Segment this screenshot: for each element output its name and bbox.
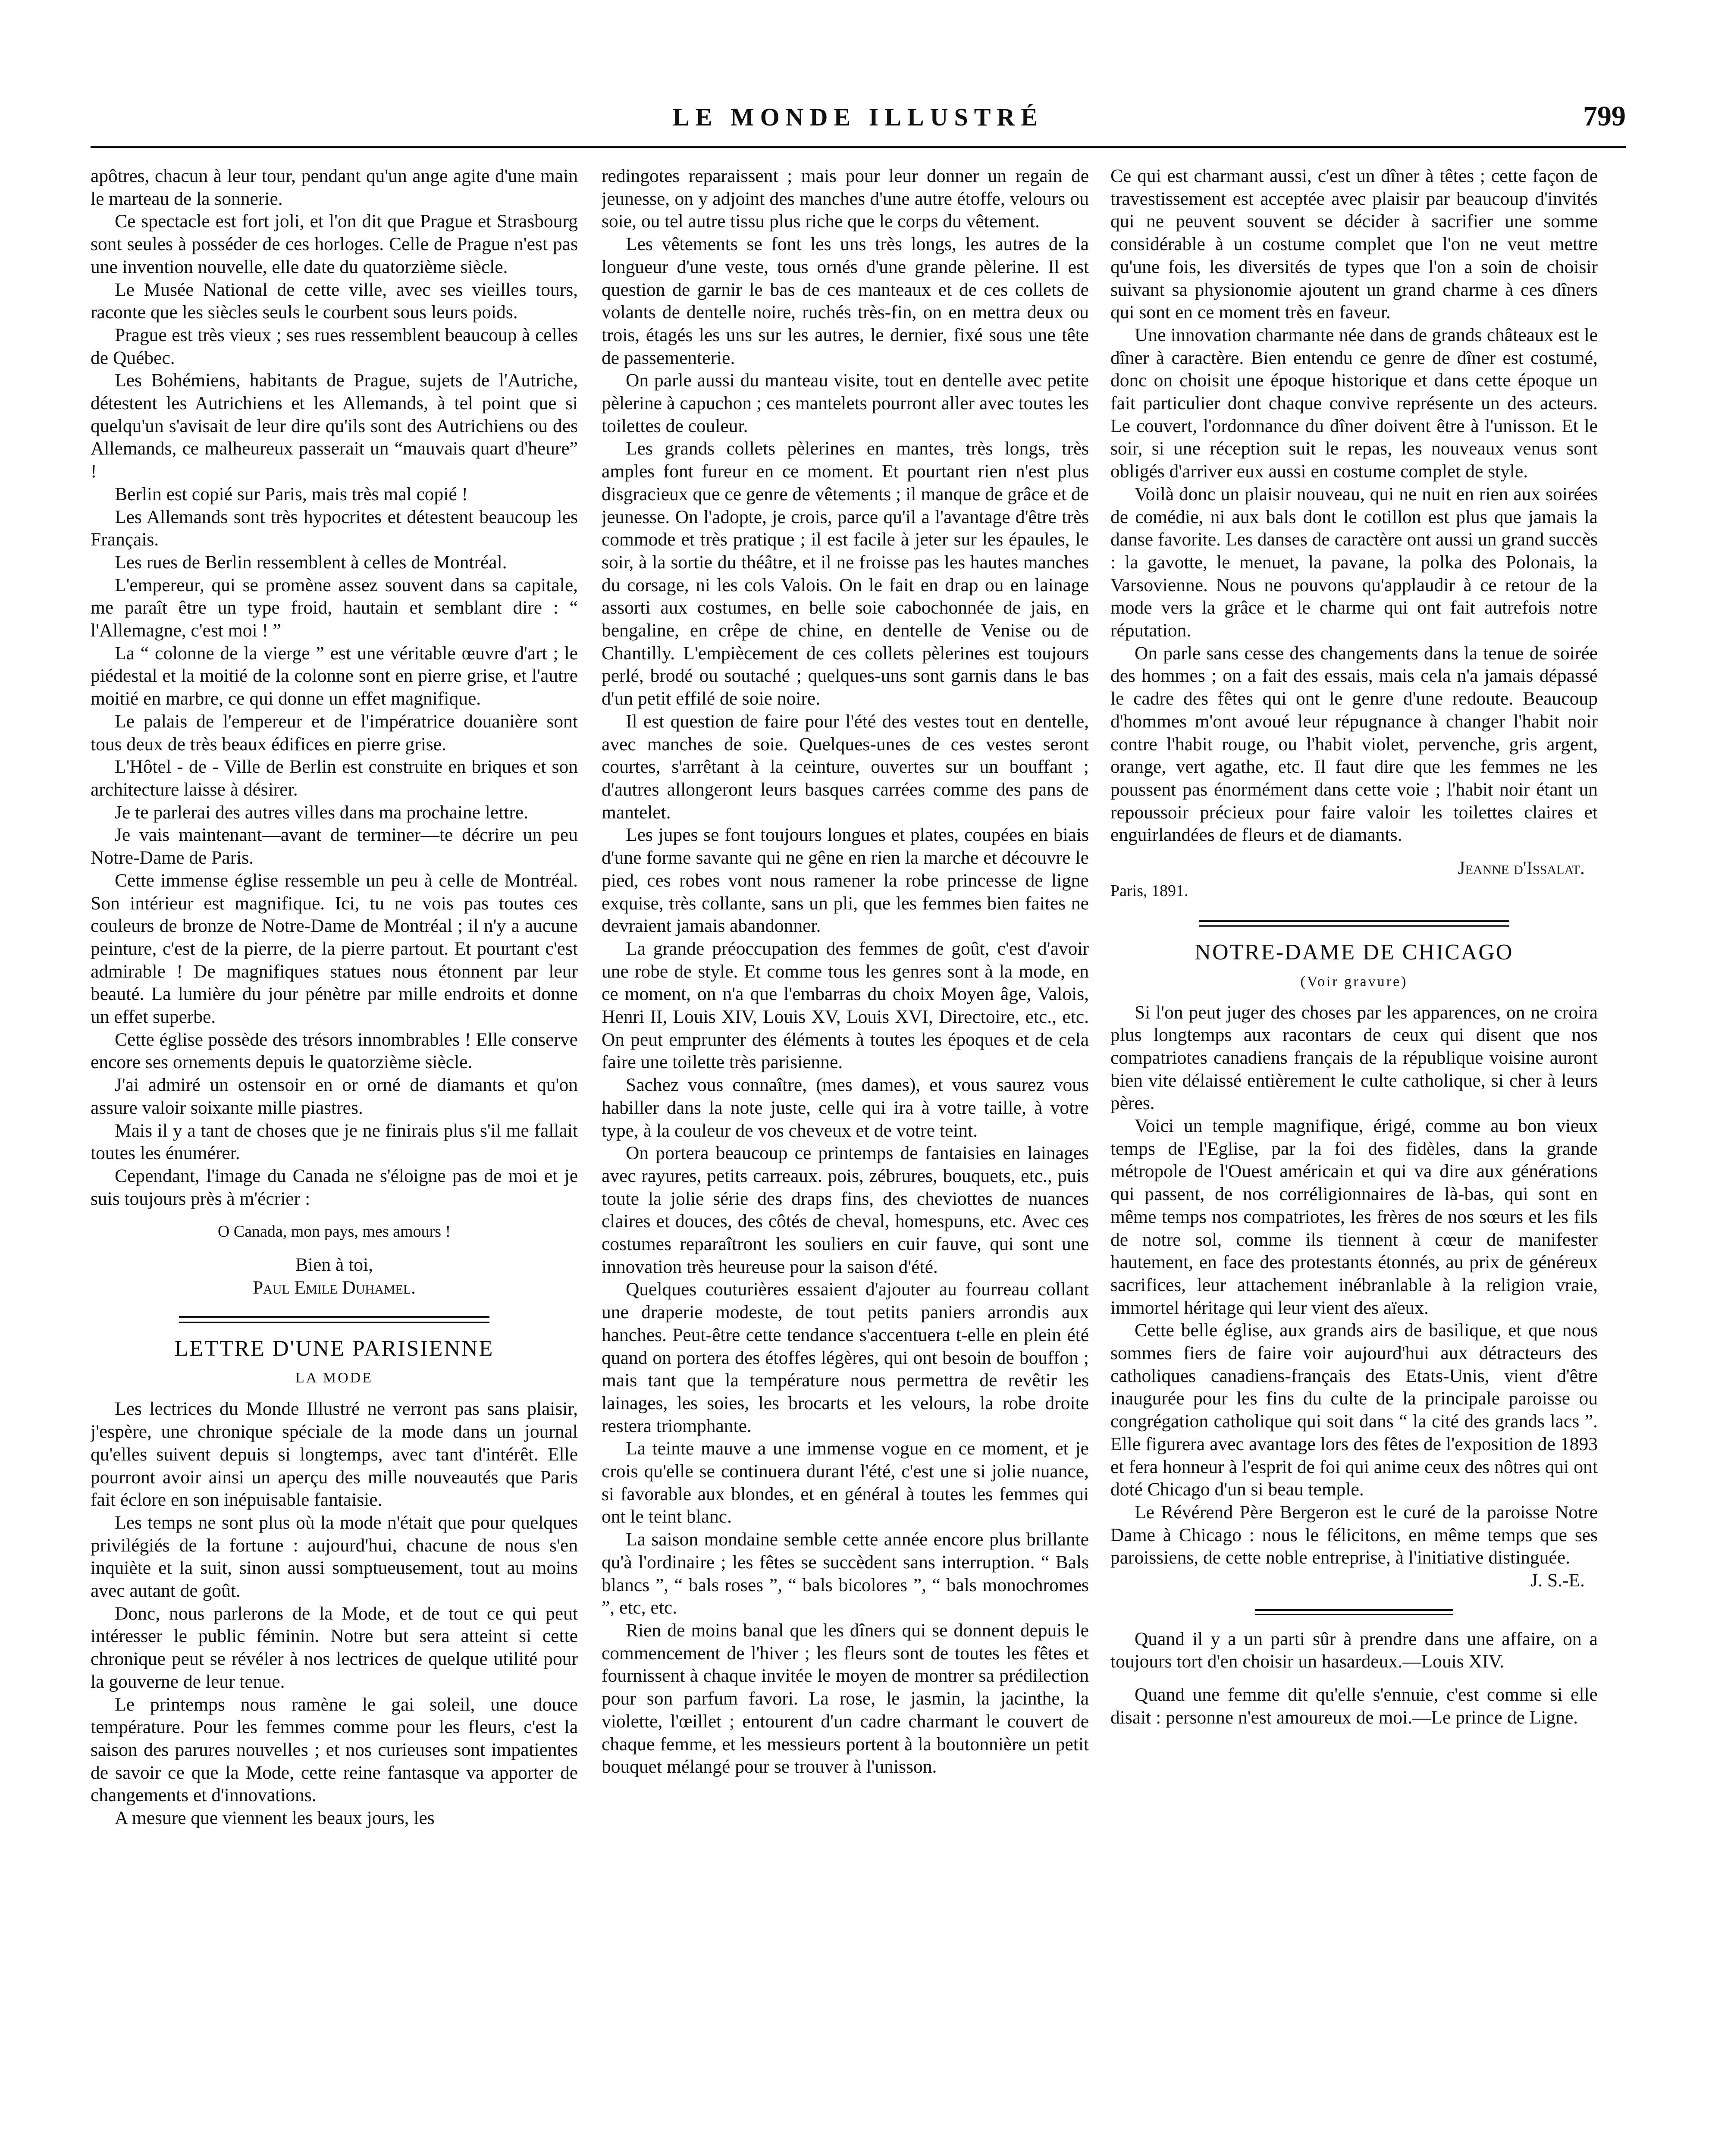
article-subtitle: (Voir gravure) bbox=[1300, 973, 1408, 990]
paragraph: Je te parlerai des autres villes dans ma prochaine lettre. bbox=[115, 802, 529, 823]
paragraph: Les grands collets pèlerines en mantes, très longs, très amples font fureur en ce moment. Et pourtant rien n'est plus disgracieux que ce genre de vêtements ; il manque de grâce et de jeunesse. On l'adopte, je crois, parce qu'il a l'avantage d'être très commode et très pratique ; il est facile à jeter sur les épaules, le soir, à la sortie du théâtre, et il ne froisse pas les hautes manches du corsage, ni les cols Valois. On le fait en drap ou en lainage assorti aux costumes, en belle soie cabochonnée de jais, en bengaline, en crêpe de chine, en dentelle de Venise ou de Chantilly. L'empiècement de ces collets pèlerines est toujours perlé, brodé ou soutaché ; quelques-uns sont garnis dans le bas d'un petit effilé de soie noire. bbox=[602, 438, 1089, 709]
paragraph: Les jupes se font toujours longues et plates, coupées en biais d'une forme savante qui ne gêne en rien la marche et découvre le pied, ces robes vont nous ramener la robe princesse de ligne exquise, très collante, sans un pli, que les femmes bien faites ne devraient jamais abandonner. bbox=[602, 824, 1089, 937]
article-title: LETTRE D'UNE PARISIENNE bbox=[174, 1336, 494, 1361]
paragraph: apôtres, chacun à leur tour, pendant qu'un ange agite d'une main le marteau de la sonnerie. bbox=[91, 166, 578, 209]
dateline: Paris, 1891. bbox=[1110, 881, 1188, 900]
paragraph: Cette belle église, aux grands airs de basilique, et que nous sommes fiers de faire voir aujourd'hui aux détracteurs des catholiques canadiens-français des Etats-Unis, vient d'être inaugurée pour les fins du culte de la principale paroisse ou congrégation catholique qui soit dans “ la cité des grands lacs ”. Elle figurera avec avantage lors des fêtes de l'exposition de 1893 et fera honneur à l'esprit de foi qui anime ceux des nôtres qui ont doté Chicago d'un si beau temple. bbox=[1110, 1320, 1598, 1500]
paragraph: Ce qui est charmant aussi, c'est un dîner à têtes ; cette façon de travestissement est acceptée avec plaisir par beaucoup d'invités qui ne peuvent souvent se décider à sacrifier une somme considérable à un costume complet que l'on ne veut mettre qu'une fois, les diversités de types que l'on a soin de choisir suivant sa physionomie ajoutent un grand charme à ces dîners qui sont en ce moment très en faveur. bbox=[1110, 166, 1598, 323]
paragraph: Il est question de faire pour l'été des vestes tout en dentelle, avec manches de soie. Quelques-unes de ces vestes seront courtes, s'arrêtant à la ceinture, ouvertes sur un bouffant ; d'autres allongeront leurs basques carrées comme des pans de mantelet. bbox=[602, 711, 1089, 823]
quotation: Quand une femme dit qu'elle s'ennuie, c'est comme si elle disait : personne n'est amoureux de moi.—Le prince de Ligne. bbox=[1110, 1684, 1598, 1728]
column-2 bbox=[602, 165, 1089, 2156]
column-3 bbox=[1110, 165, 1598, 2156]
paragraph: Les vêtements se font les uns très longs, les autres de la longueur d'une veste, tous ornés d'une grande pèlerine. Il est question de garnir le bas de ces manteaux et de ces collets de volants de dentelle noire, ruchés très-fin, on en mettra deux ou trois, étagés les uns sur les autres, le dernier, fixé sous une tête de passementerie. bbox=[602, 234, 1089, 368]
paragraph: On parle aussi du manteau visite, tout en dentelle avec petite pèlerine à capuchon ; ces mantelets pourront aller avec toutes les toilettes de couleur. bbox=[602, 370, 1089, 436]
section-divider bbox=[1199, 920, 1509, 927]
section-divider bbox=[1255, 1609, 1453, 1615]
column-1 bbox=[91, 165, 578, 2156]
paragraph: Quelques couturières essaient d'ajouter au fourreau collant une draperie modeste, de tout petits paniers arrondis aux hanches. Peut-être cette tendance s'accentuera t-elle en plein été quand on portera des étoffes légères, qui ont besoin de bouffon ; mais tant que la température nous permettra de revêtir les lainages, les soies, les brocarts et les velours, la robe droite restera triomphante. bbox=[602, 1279, 1089, 1436]
paragraph: Le printemps nous ramène le gai soleil, une douce température. Pour les femmes comme pour les fleurs, c'est la saison des parures nouvelles ; et nos curieuses sont impatientes de savoir ce que la Mode, cette reine fantasque va apporter de changements et d'innovations. bbox=[91, 1694, 578, 1806]
paragraph: Je vais maintenant—avant de terminer—te décrire un peu Notre-Dame de Paris. bbox=[91, 824, 578, 868]
paragraph: Les temps ne sont plus où la mode n'était que pour quelques privilégiés de la fortune : aujourd'hui, chacune de nous s'en inquiète et la suit, sinon aussi somptueusement, tout au moins avec autant de goût. bbox=[91, 1512, 578, 1601]
paragraph: On portera beaucoup ce printemps de fantaisies en lainages avec rayures, petits carreaux. pois, zébrures, bouquets, etc., puis toute la jolie série des draps fins, des cheviottes de nuances claires et douces, des côtés de cheval, homespuns, etc. Avec ces costumes reparaîtront les souliers en cuir fauve, qui sont une innovation très heureuse pour la saison d'été. bbox=[602, 1143, 1089, 1277]
paragraph: La grande préoccupation des femmes de goût, c'est d'avoir une robe de style. Et comme tous les genres sont à la mode, en ce moment, on n'a que l'embarras du choix Moyen âge, Valois, Henri II, Louis XIV, Louis XV, Louis XVI, Directoire, etc., etc. On peut emprunter des éléments à toutes les époques et de cela faire une toilette très parisienne. bbox=[602, 938, 1089, 1073]
paragraph: Cependant, l'image du Canada ne s'éloigne pas de moi et je suis toujours près à m'écrier : bbox=[91, 1165, 578, 1209]
paragraph: Le Révérend Père Bergeron est le curé de la paroisse Notre Dame à Chicago : nous le félicitons, en même temps que ses paroissiens, de cette noble entreprise, à l'initiative distinguée. bbox=[1110, 1501, 1598, 1568]
verse-line: O Canada, mon pays, mes amours ! bbox=[217, 1222, 451, 1241]
paragraph: Donc, nous parlerons de la Mode, et de tout ce qui peut intéresser le public féminin. Notre but sera atteint si cette chronique peut se révéler à nos lectrices de quelque utilité pour la gouverne de leur tenue. bbox=[91, 1603, 578, 1692]
paragraph: L'empereur, qui se promène assez souvent dans sa capitale, me paraît être un type froid, hautain et semblant dire : “ l'Allemagne, c'est moi ! ” bbox=[91, 574, 578, 641]
paragraph: Rien de moins banal que les dîners qui se donnent depuis le commencement de l'hiver ; les fleurs sont de toutes les fêtes et fournissent à chaque invitée le moyen de montrer sa prédilection pour son parfum favori. La rose, le jasmin, la jacinthe, la violette, l'œillet ; entourent d'un cadre charmant le couvert de chaque femme, et les messieurs portent à la boutonnière un petit bouquet mélangé pour se trouver à l'unisson. bbox=[602, 1620, 1089, 1777]
article-title: NOTRE-DAME DE CHICAGO bbox=[1195, 940, 1514, 965]
paragraph: La teinte mauve a une immense vogue en ce moment, et je crois qu'elle se continuera durant l'été, c'est une si jolie nuance, si favorable aux blondes, et en général à toutes les femmes qui ont le teint blanc. bbox=[602, 1438, 1089, 1527]
quotation: Quand il y a un parti sûr à prendre dans une affaire, on a toujours tort d'en choisir un hasardeux.—Louis XIV. bbox=[1110, 1628, 1598, 1672]
paragraph: A mesure que viennent les beaux jours, les bbox=[115, 1808, 435, 1829]
paragraph: Voilà donc un plaisir nouveau, qui ne nuit en rien aux soirées de comédie, ni aux bals dont le cotillon est plus que jamais la danse favorite. Les danses de caractère ont aussi un grand succès : la gavotte, le menuet, la pavane, la polka des Polonais, la Varsovienne. Nous ne pouvons qu'applaudir à ce retour de la mode vers la grâce et le charme qui ont fait autrefois notre réputation. bbox=[1110, 483, 1598, 641]
author-initials: J. S.-E. bbox=[1530, 1570, 1585, 1591]
paragraph: Berlin est copié sur Paris, mais très mal copié ! bbox=[115, 483, 468, 505]
paragraph: Les rues de Berlin ressemblent à celles de Montréal. bbox=[115, 552, 507, 573]
paragraph: Le palais de l'empereur et de l'impératrice douanière sont tous deux de très beaux édifices en pierre grise. bbox=[91, 711, 578, 755]
paragraph: Une innovation charmante née dans de grands châteaux est le dîner à caractère. Bien entendu ce genre de dîner est costumé, donc on choisit une époque historique et dans cette époque un fait particulier dont chaque convive représente un des acteurs. Le couvert, l'ordonnance du dîner doivent être à l'unisson. Et le soir, si une réception suit le repas, les nouveaux venus sont obligés d'arriver eux aussi en costume complet de style. bbox=[1110, 324, 1598, 482]
article-subtitle: LA MODE bbox=[295, 1370, 373, 1386]
paragraph: Les lectrices du Monde Illustré ne verront pas sans plaisir, j'espère, une chronique spéciale de la mode dans un journal qu'elles suivent depuis si longtemps, avec tant d'intérêt. Elle pourront avoir ainsi un aperçu des mille nouveautés que Paris fait éclore en son inépuisable fantaisie. bbox=[91, 1398, 578, 1510]
paragraph: L'Hôtel - de - Ville de Berlin est construite en briques et son architecture laisse à désirer. bbox=[91, 756, 578, 800]
paragraph: Cette immense église ressemble un peu à celle de Montréal. Son intérieur est magnifique. Ici, tu ne vois pas toutes ces couleurs de bronze de Notre-Dame de Montréal ; il n'y a aucune peinture, c'est de la pierre, de la pierre partout. Et pourtant c'est admirable ! De magnifiques statues nous étonnent par leur beauté. La lumière du jour pénètre par mille endroits et donne un effet superbe. bbox=[91, 870, 578, 1028]
paragraph: Ce spectacle est fort joli, et l'on dit que Prague et Strasbourg sont seules à posséder de ces horloges. Celle de Prague n'est pas une invention nouvelle, elle date du quatorzième siècle. bbox=[91, 211, 578, 277]
paragraph: Prague est très vieux ; ses rues ressemblent beaucoup à celles de Québec. bbox=[91, 324, 578, 368]
paragraph: La “ colonne de la vierge ” est une véritable œuvre d'art ; le piédestal et la moitié de la colonne sont en pierre grise, et l'autre moitié en marbre, ce qui donne un effet magnifique. bbox=[91, 642, 578, 709]
section-divider bbox=[179, 1316, 489, 1323]
paragraph: Le Musée National de cette ville, avec ses vieilles tours, raconte que les siècles seuls le courbent sous leurs poids. bbox=[91, 279, 578, 323]
paragraph: redingotes reparaissent ; mais pour leur donner un regain de jeunesse, on y adjoint des manches d'une autre étoffe, velours ou soie, ou tel autre tissu plus riche que le corps du vêtement. bbox=[602, 166, 1089, 232]
paragraph: Mais il y a tant de choses que je ne finirais plus s'il me fallait toutes les énumérer. bbox=[91, 1120, 578, 1164]
author-signature: Jeanne d'Issalat. bbox=[1458, 858, 1585, 879]
paragraph: J'ai admiré un ostensoir en or orné de diamants et qu'on assure valoir soixante mille piastres. bbox=[91, 1075, 578, 1118]
header-rule bbox=[91, 146, 1626, 148]
paragraph: On parle sans cesse des changements dans la tenue de soirée des hommes ; on a fait des essais, mais cela n'a jamais dépassé le cadre des fêtes qui ont le genre d'une redoute. Beaucoup d'hommes m'ont avoué leur répugnance à changer l'habit noir contre l'habit rouge, ou l'habit violet, pervenche, gris argent, orange, vert agathe, etc. Il faut dire que les femmes ne les poussent pas énormément dans cette voie ; l'habit noir étant un repoussoir précieux pour faire valoir les toilettes claires et enguirlandées de fleurs et de diamants. bbox=[1110, 642, 1598, 846]
letter-closing: Bien à toi, bbox=[295, 1254, 373, 1275]
paragraph: Les Bohémiens, habitants de Prague, sujets de l'Autriche, détestent les Autrichiens et les Allemands, à tel point que si quelqu'un s'avisait de leur dire qu'ils sont des Autrichiens ou des Allemands, ce malheureux passerait un “mauvais quart d'heure” ! bbox=[91, 370, 578, 482]
paragraph: Si l'on peut juger des choses par les apparences, on ne croira plus longtemps aux racontars de ceux qui disent que nos compatriotes canadiens français de la république voisine auront bien vite délaissé entièrement le culte catholique, si cher à leurs pères. bbox=[1110, 1002, 1598, 1114]
page-header bbox=[91, 100, 1626, 137]
paragraph: Voici un temple magnifique, érigé, comme au bon vieux temps de l'Eglise, par la foi des fidèles, dans la grande métropole de l'Ouest américain et qui va dire aux générations qui passent, de nos corréligionnaires de là-bas, qui sont en même temps nos compatriotes, les frères de nos sœurs et les fils de notre sol, comme ils tiennent à cœur de manifester hautement, en face des protestants étonnés, au prix de généreux sacrifices, leur attachement inébranlable à la religion vraie, immortel héritage qui leur vient des aïeux. bbox=[1110, 1116, 1598, 1318]
paragraph: Cette église possède des trésors innombrables ! Elle conserve encore ses ornements depuis le quatorzième siècle. bbox=[91, 1029, 578, 1073]
paragraph: Sachez vous connaître, (mes dames), et vous saurez vous habiller dans la note juste, celle qui ira à votre taille, à votre type, à la couleur de vos cheveux et de votre teint. bbox=[602, 1075, 1089, 1141]
paragraph: La saison mondaine semble cette année encore plus brillante qu'à l'ordinaire ; les fêtes se succèdent sans interruption. “ Bals blancs ”, “ bals roses ”, “ bals bicolores ”, “ bals monochromes ”, etc, etc. bbox=[602, 1529, 1089, 1618]
author-signature: Paul Emile Duhamel. bbox=[252, 1277, 416, 1298]
page-number: 799 bbox=[1583, 100, 1626, 132]
masthead-title: LE MONDE ILLUSTRÉ bbox=[672, 103, 1044, 131]
paragraph: Les Allemands sont très hypocrites et détestent beaucoup les Français. bbox=[91, 506, 578, 550]
